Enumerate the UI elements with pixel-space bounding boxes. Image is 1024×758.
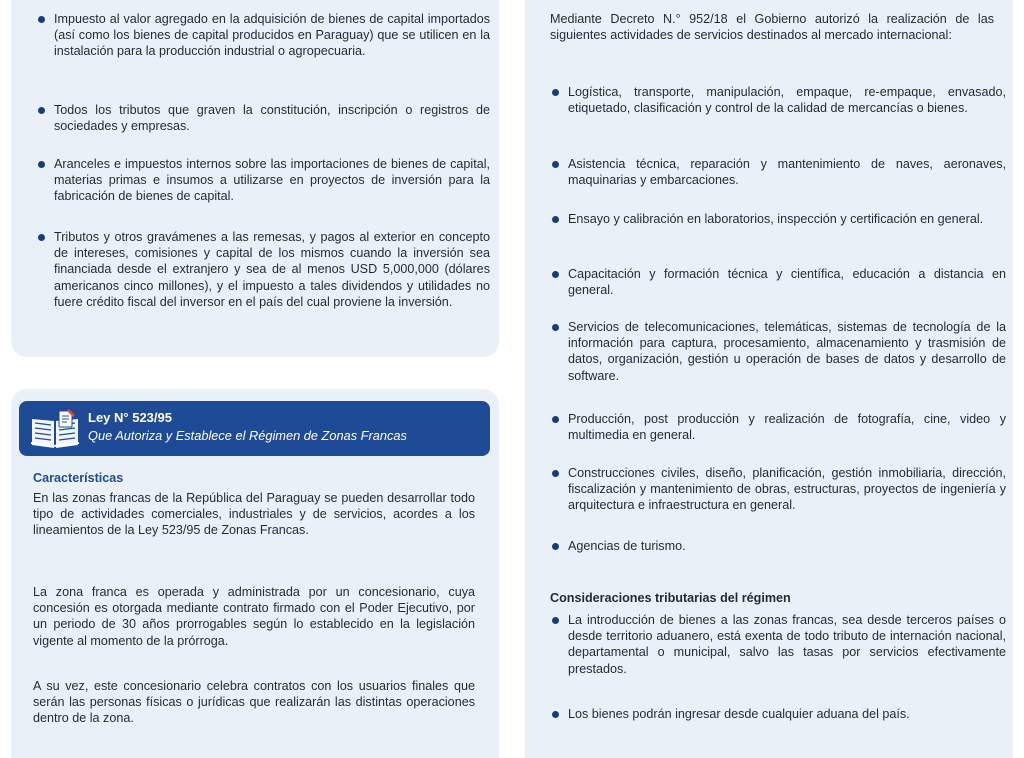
users-paragraph: A su vez, este concesionario celebra contratos con los usuarios finales que serán las personas físicas o jurídicas que realizarán las distintas operaciones dentro de la zona. <box>33 679 475 726</box>
list-item: Capacitación y formación técnica y científica, educación a distancia en general. <box>550 266 1006 298</box>
law-subtitle: Que Autoriza y Establece el Régimen de Zonas Francas <box>88 428 407 443</box>
list-item: Impuesto al valor agregado en la adquisición de bienes de capital importados (así como los bienes de capital producidos en Paraguay) que se utilicen en la instalación para la producción industrial o agropecuaria. <box>36 11 490 60</box>
tax-heading: Consideraciones tributarias del régimen <box>550 591 791 605</box>
list-item: Los bienes podrán ingresar desde cualquier aduana del país. <box>550 706 1006 722</box>
law-title: Ley N° 523/95 <box>88 410 172 425</box>
book-document-icon <box>29 407 81 449</box>
list-item: Ensayo y calibración en laboratorios, inspección y certificación en general. <box>550 211 1006 227</box>
characteristics-heading: Características <box>33 471 124 485</box>
list-item: Producción, post producción y realización de fotografía, cine, video y multimedia en general. <box>550 411 1006 443</box>
decree-intro: Mediante Decreto N.° 952/18 el Gobierno autorizó la realización de las siguientes actividades de servicios destinados al mercado internacional: <box>550 12 994 43</box>
list-item: Asistencia técnica, reparación y mantenimiento de naves, aeronaves, maquinarias y embarcaciones. <box>550 156 1006 188</box>
concession-paragraph: La zona franca es operada y administrada por un concesionario, cuya concesión es otorgada mediante contrato firmado con el Poder Ejecutivo, por un periodo de 30 años prorrogables según lo establecido en la legislación vigente al momento de la prórroga. <box>33 585 475 648</box>
list-item: Construcciones civiles, diseño, planificación, gestión inmobiliaria, dirección, fiscalización y mantenimiento de obras, estructuras, proyectos de ingeniería y arquitectura e infraestructura en general. <box>550 465 1006 514</box>
list-item: Servicios de telecomunicaciones, telemáticas, sistemas de tecnología de la información para captura, procesamiento, almacenamiento y trasmisión de datos, organización, gestión u operación de bases de datos y desarrollo de software. <box>550 319 1006 384</box>
characteristics-paragraph: En las zonas francas de la República del Paraguay se pueden desarrollar todo tipo de actividades comerciales, industriales y de servicios, acordes a los lineamientos de la Ley 523/95 de Zonas Francas. <box>33 491 475 538</box>
law-banner <box>19 401 490 456</box>
list-item: Agencias de turismo. <box>550 538 1006 554</box>
list-item: Tributos y otros gravámenes a las remesas, y pagos al exterior en concepto de intereses, comisiones y capital de los mismos cuando la inversión sea financiada desde el extranjero y sea de al menos USD 5,000,000 (dólares americanos cinco millones), y el impuesto a tales dividendos y utilidades no fuere crédito fiscal del inversor en el país del cual proviene la inversión. <box>36 229 490 310</box>
list-item: Todos los tributos que graven la constitución, inscripción o registros de sociedades y empresas. <box>36 102 490 134</box>
list-item: Logística, transporte, manipulación, empaque, re-empaque, envasado, etiquetado, clasificación y control de la calidad de mercancías o bienes. <box>550 84 1006 116</box>
list-item: Aranceles e impuestos internos sobre las importaciones de bienes de capital, materias primas e insumos a utilizarse en proyectos de inversión para la fabricación de bienes de capital. <box>36 156 490 205</box>
list-item: La introducción de bienes a las zonas francas, sea desde terceros países o desde territorio aduanero, está exenta de todo tributo de internación nacional, departamental o municipal, salvo las tasas por servicios efectivamente prestados. <box>550 612 1006 677</box>
